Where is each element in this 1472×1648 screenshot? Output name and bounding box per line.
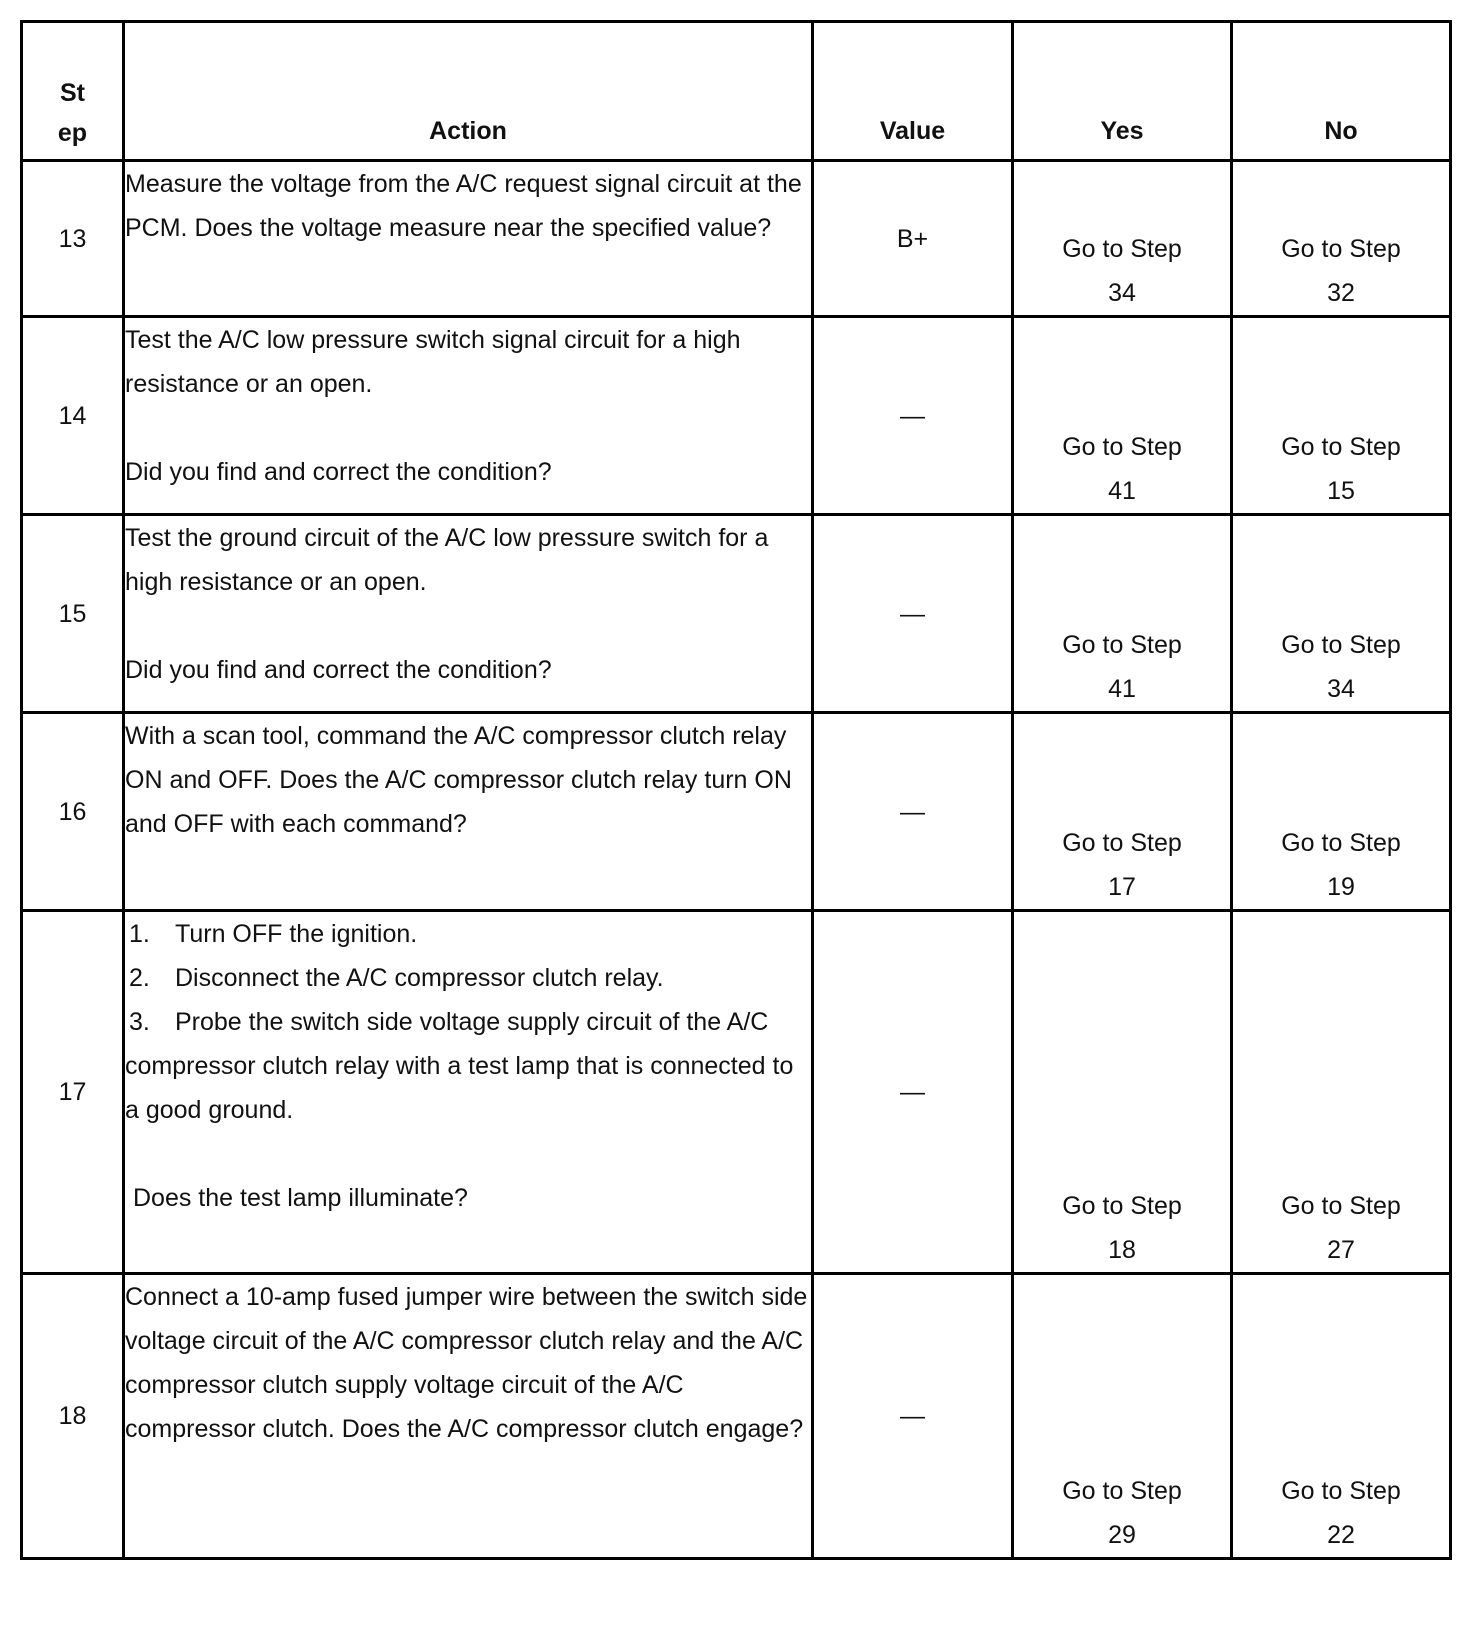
action-text: [124, 713, 813, 911]
table-row: [22, 161, 1451, 317]
step-number: 16: [22, 713, 124, 911]
yes-link[interactable]: Go to Step 34: [1062, 235, 1182, 307]
list-number: 2.: [129, 964, 150, 992]
no-link[interactable]: Go to Step 32: [1281, 235, 1401, 307]
action-text: [124, 161, 813, 317]
no-cell: [1232, 515, 1451, 713]
value-cell: —: [813, 317, 1013, 515]
table-row: [22, 713, 1451, 911]
no-cell: [1232, 713, 1451, 911]
action-question: Did you find and correct the condition?: [125, 458, 552, 486]
no-cell: [1232, 317, 1451, 515]
no-link[interactable]: Go to Step 19: [1281, 829, 1401, 901]
table-row: [22, 515, 1451, 713]
step-number: 15: [22, 515, 124, 713]
yes-cell: [1013, 317, 1232, 515]
step-number: 17: [22, 911, 124, 1274]
no-cell: [1232, 911, 1451, 1274]
header-action: Action: [124, 22, 813, 161]
value-cell: B+: [813, 161, 1013, 317]
action-text: [124, 1274, 813, 1559]
table-header-row: [22, 22, 1451, 161]
list-item-text: Disconnect the A/C compressor clutch relay.: [175, 964, 664, 992]
yes-link[interactable]: Go to Step 17: [1062, 829, 1182, 901]
action-text: [124, 317, 813, 515]
no-link[interactable]: Go to Step 34: [1281, 631, 1401, 703]
action-paragraph: With a scan tool, command the A/C compressor clutch relay ON and OFF. Does the A/C compressor clutch relay turn ON and OFF with each command?: [125, 722, 792, 838]
list-item-text: Turn OFF the ignition.: [175, 920, 418, 948]
no-link[interactable]: Go to Step 22: [1281, 1477, 1401, 1549]
yes-link[interactable]: Go to Step 18: [1062, 1192, 1182, 1264]
list-number: 1.: [129, 920, 150, 948]
action-paragraph: Measure the voltage from the A/C request signal circuit at the PCM. Does the voltage measure near the specified value?: [125, 170, 802, 242]
action-list-item: [125, 1000, 811, 1132]
table-row: [22, 911, 1451, 1274]
step-number: 13: [22, 161, 124, 317]
yes-cell: [1013, 515, 1232, 713]
list-item-text: Probe the switch side voltage supply circuit of the A/C compressor clutch relay with a test lamp that is connected to a good ground.: [125, 1008, 794, 1124]
action-text: [124, 911, 813, 1274]
table-row: [22, 1274, 1451, 1559]
header-step: [22, 22, 124, 161]
header-step-label: St ep: [57, 79, 88, 147]
table-row: [22, 317, 1451, 515]
list-number: 3.: [129, 1008, 150, 1036]
value-cell: —: [813, 1274, 1013, 1559]
header-no: No: [1232, 22, 1451, 161]
yes-link[interactable]: Go to Step 41: [1062, 631, 1182, 703]
action-paragraph: Test the A/C low pressure switch signal circuit for a high resistance or an open.: [125, 326, 741, 398]
yes-cell: [1013, 161, 1232, 317]
header-yes: Yes: [1013, 22, 1232, 161]
action-text: [124, 515, 813, 713]
step-number: 18: [22, 1274, 124, 1559]
no-link[interactable]: Go to Step 27: [1281, 1192, 1401, 1264]
no-link[interactable]: Go to Step 15: [1281, 433, 1401, 505]
action-paragraph: Test the ground circuit of the A/C low pressure switch for a high resistance or an open.: [125, 524, 769, 596]
value-cell: —: [813, 515, 1013, 713]
no-cell: [1232, 1274, 1451, 1559]
diagnostic-table: [20, 20, 1452, 1560]
action-question: Does the test lamp illuminate?: [133, 1184, 468, 1212]
yes-cell: [1013, 713, 1232, 911]
yes-link[interactable]: Go to Step 41: [1062, 433, 1182, 505]
action-list-item: [125, 956, 811, 1000]
value-cell: —: [813, 911, 1013, 1274]
yes-cell: [1013, 911, 1232, 1274]
value-cell: —: [813, 713, 1013, 911]
no-cell: [1232, 161, 1451, 317]
yes-link[interactable]: Go to Step 29: [1062, 1477, 1182, 1549]
action-paragraph: Connect a 10-amp fused jumper wire between the switch side voltage circuit of the A/C compressor clutch relay and the A/C compressor clutch supply voltage circuit of the A/C compressor clutch. Does the A/C compressor clutch engage?: [125, 1283, 808, 1443]
action-question: Did you find and correct the condition?: [125, 656, 552, 684]
step-number: 14: [22, 317, 124, 515]
header-value: Value: [813, 22, 1013, 161]
action-list-item: [125, 912, 811, 956]
yes-cell: [1013, 1274, 1232, 1559]
